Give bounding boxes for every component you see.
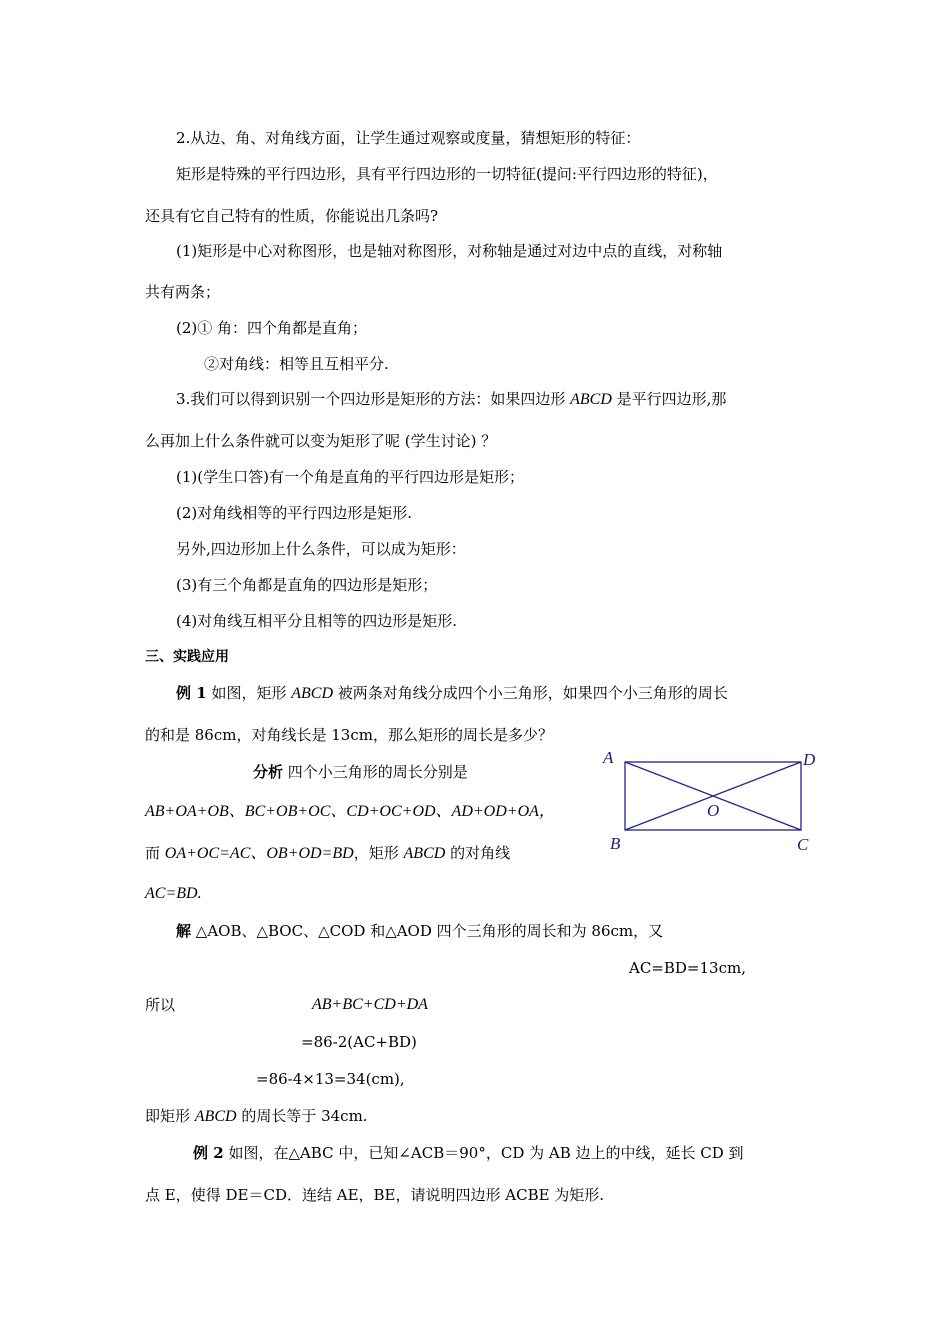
line-p6b: 么再加上什么条件就可以变为矩形了呢 (学生讨论) ？ bbox=[145, 432, 497, 450]
a3-italic: OA+OC=AC、OB+OD=BD bbox=[164, 845, 354, 862]
ex1-line1 bbox=[176, 683, 728, 704]
solution-line6 bbox=[145, 1106, 368, 1127]
analysis-line1 bbox=[253, 762, 468, 782]
s6-text-end: 的周长等于 34cm. bbox=[236, 1107, 368, 1125]
solution-line5: =86-4×13=34(cm), bbox=[256, 1070, 405, 1088]
ex2-line2: 点 E，使得 DE＝CD．连结 AE，BE，请说明四边形 ACBE 为矩形. bbox=[145, 1186, 605, 1204]
ex1-italic: ABCD bbox=[291, 685, 333, 702]
rectangle-diagram bbox=[598, 744, 838, 856]
ex1-text-end: 被两条对角线分成四个小三角形，如果四个小三角形的周长 bbox=[333, 684, 728, 702]
label-a: A bbox=[603, 748, 614, 767]
solution-line2: AC=BD=13cm, bbox=[629, 959, 746, 977]
analysis-line3 bbox=[145, 843, 510, 864]
ex2-text: 如图，在△ABC 中，已知∠ACB＝90°，CD 为 AB 边上的中线，延长 CD 到 bbox=[223, 1144, 744, 1162]
analysis-line2: AB+OA+OB、BC+OB+OC、CD+OC+OD、AD+OD+OA， bbox=[145, 803, 555, 820]
line-p5: ②对角线：相等且互相平分. bbox=[204, 355, 389, 373]
p6a-text: 3.我们可以得到识别一个四边形是矩形的方法：如果四边形 bbox=[176, 390, 571, 408]
line-p11: (4)对角线互相平分且相等的四边形是矩形. bbox=[176, 612, 458, 630]
line-p7: (1)(学生口答)有一个角是直角的平行四边形是矩形； bbox=[176, 468, 524, 486]
line-p8: (2)对角线相等的平行四边形是矩形. bbox=[176, 504, 413, 522]
line-p4: (2)① 角：四个角都是直角； bbox=[176, 319, 368, 337]
p6a-text-end: 是平行四边形,那 bbox=[611, 390, 727, 408]
a3-text-mid: ，矩形 bbox=[353, 844, 404, 862]
ex1-label: 例 1 bbox=[176, 684, 207, 702]
analysis-text: 四个小三角形的周长分别是 bbox=[283, 763, 468, 781]
section-heading: 三、实践应用 bbox=[145, 649, 229, 665]
solution-text: △AOB、△BOC、△COD 和△AOD 四个三角形的周长和为 86cm，又 bbox=[191, 922, 664, 940]
a3-italic2: ABCD bbox=[403, 845, 446, 862]
line-p2b: 还具有它自己特有的性质，你能说出几条吗? bbox=[145, 207, 439, 225]
p6a-italic: ABCD bbox=[570, 391, 612, 408]
line-p3b: 共有两条； bbox=[145, 283, 221, 301]
solution-so-label: 所以 bbox=[145, 996, 176, 1014]
ex1-line2: 的和是 86cm，对角线长是 13cm，那么矩形的周长是多少？ bbox=[145, 726, 553, 744]
label-o: O bbox=[707, 801, 720, 820]
ex2-label: 例 2 bbox=[193, 1144, 224, 1162]
label-d: D bbox=[803, 750, 816, 769]
line-p3a: (1)矩形是中心对称图形，也是轴对称图形，对称轴是通过对边中点的直线，对称轴 bbox=[176, 242, 723, 260]
analysis-line4: AC=BD. bbox=[145, 885, 202, 902]
s6-italic: ABCD bbox=[194, 1108, 237, 1125]
ex2-line1 bbox=[193, 1143, 744, 1163]
line-p9: 另外,四边形加上什么条件，可以成为矩形： bbox=[176, 540, 466, 558]
analysis-label: 分析 bbox=[253, 763, 284, 781]
a3-text-end: 的对角线 bbox=[445, 844, 511, 862]
ex1-text: 如图，矩形 bbox=[206, 684, 292, 702]
solution-line4: =86-2(AC+BD) bbox=[301, 1033, 417, 1051]
solution-line1 bbox=[176, 921, 663, 941]
label-b: B bbox=[610, 834, 621, 853]
solution-line3: AB+BC+CD+DA bbox=[312, 996, 428, 1013]
line-p10: (3)有三个角都是直角的四边形是矩形； bbox=[176, 576, 438, 594]
s6-text: 即矩形 bbox=[145, 1107, 195, 1125]
line-p2a: 矩形是特殊的平行四边形，具有平行四边形的一切特征(提问:平行四边形的特征)， bbox=[176, 165, 718, 183]
label-c: C bbox=[797, 835, 809, 854]
line-p1: 2.从边、角、对角线方面，让学生通过观察或度量，猜想矩形的特征： bbox=[176, 129, 641, 147]
solution-label: 解 bbox=[176, 922, 192, 940]
a3-text: 而 bbox=[145, 844, 165, 862]
line-p6a bbox=[176, 389, 726, 410]
